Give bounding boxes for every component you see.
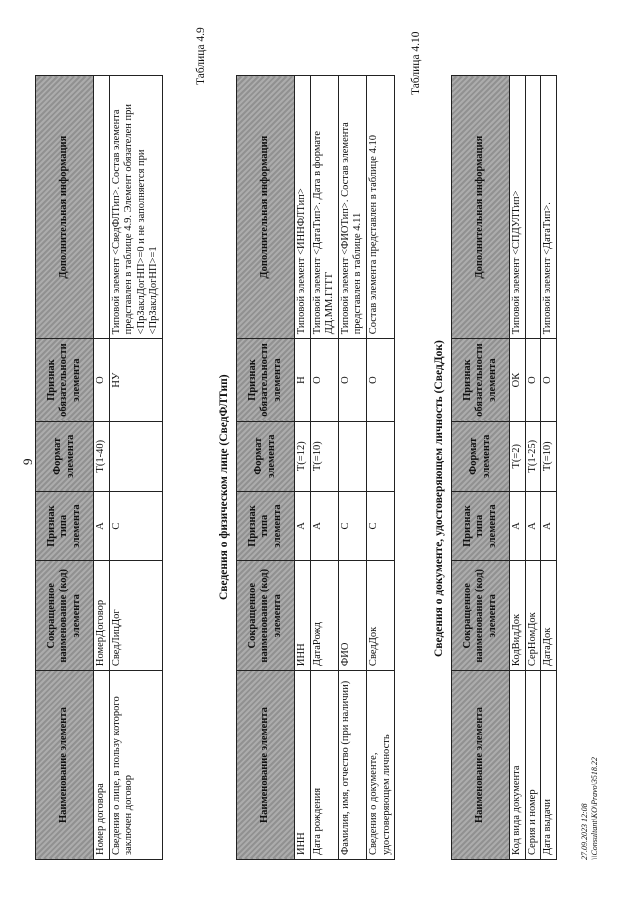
table-contract [35,75,163,860]
table-cell: СерНомДок [525,561,541,671]
header-name: Наименование элемента [36,671,94,860]
header-format: Формат элемента [36,421,94,491]
table-caption-4-9: Сведения о физическом лице (СведФЛТип) [218,374,230,600]
table-row [541,76,557,860]
table-cell: КодВидДок [510,561,526,671]
table-cell [94,76,110,339]
table-cell: Сведения о лице, в пользу которого заключен договор [109,671,162,860]
table-caption-4-10: Сведения о документе, удостоверяющем личность (СведДок) [433,340,445,657]
table-row [310,76,338,860]
table-number-4-9: Таблица 4.9 [195,27,207,85]
page-number: 9 [20,458,35,465]
table-cell [366,421,394,491]
table-cell: А [525,491,541,561]
table-cell: Т(1-25) [525,421,541,491]
header-info: Дополнительная информация [452,76,510,339]
table-row [338,76,366,860]
table-cell: Т(=10) [310,421,338,491]
table-cell: Типовой элемент <ИННФЛТип> [295,76,311,339]
table-cell: Т(1-40) [94,421,110,491]
table-cell: ДатаРожд [310,561,338,671]
table-cell: ДатаДок [541,561,557,671]
footer-timestamp: 27.09.2023 12:08 [580,803,589,860]
footer-stamp [580,757,599,860]
header-code: Сокращенное наименование (код) элемента [36,561,94,671]
table-cell: ИНН [295,561,311,671]
table-cell: Номер договора [94,671,110,860]
table-cell: СведЛицДог [109,561,162,671]
table-cell: ИНН [295,671,311,860]
table-cell: ФИО [338,561,366,671]
header-required: Признак обязательности элемента [36,339,94,422]
header-code: Сокращенное наименование (код) элемента [237,561,295,671]
table-cell: ОК [510,339,526,422]
table-cell: Серия и номер [525,671,541,860]
table-cell: А [310,491,338,561]
table-row [525,76,541,860]
table-cell: О [310,339,338,422]
table-cell: А [510,491,526,561]
header-code: Сокращенное наименование (код) элемента [452,561,510,671]
table-cell: О [525,339,541,422]
table-number-4-10: Таблица 4.10 [410,31,422,95]
header-type: Признак типа элемента [36,491,94,561]
table-cell [338,421,366,491]
table-cell: О [541,339,557,422]
table-row [510,76,526,860]
table-cell: СведДок [366,561,394,671]
footer-path: \\Consultant\KO\Pravo\3518.22 [589,757,599,860]
table-cell: О [94,339,110,422]
table-cell: Типовой элемент <ФИОТип>. Состав элемента представлен в таблице 4.11 [338,76,366,339]
table-cell: НомерДоговор [94,561,110,671]
header-info: Дополнительная информация [36,76,94,339]
table-row [295,76,311,860]
table-cell: Типовой элемент <СведФЛТип>. Состав элемента представлен в таблице 4.9. Элемент обязателен при <ПрЗаклДогНП>=0 и не заполняется при <ПрЗаклДогНП>=1 [109,76,162,339]
header-required: Признак обязательности элемента [452,339,510,422]
table-cell: Типовой элемент <ДатаТип>. [541,76,557,339]
header-name: Наименование элемента [237,671,295,860]
table-identity-document [451,75,557,860]
header-info: Дополнительная информация [237,76,295,339]
header-type: Признак типа элемента [452,491,510,561]
table-cell: Т(=10) [541,421,557,491]
table-cell: А [295,491,311,561]
table-cell: С [366,491,394,561]
table-cell: Сведения о документе, удостоверяющем личность [366,671,394,860]
table-cell [525,76,541,339]
table-row [366,76,394,860]
table-cell: Т(=12) [295,421,311,491]
table-person-info [236,75,395,860]
table-cell: Типовой элемент <ДатаТип>. Дата в формате ДД.ММ.ГГГГ [310,76,338,339]
table-cell: С [109,491,162,561]
table-cell: Т(=2) [510,421,526,491]
table-cell: С [338,491,366,561]
table-row [94,76,110,860]
header-required: Признак обязательности элемента [237,339,295,422]
table-cell: А [94,491,110,561]
table-cell: Состав элемента представлен в таблице 4.10 [366,76,394,339]
table-cell: О [338,339,366,422]
table-cell: Дата рождения [310,671,338,860]
table-cell: НУ [109,339,162,422]
header-name: Наименование элемента [452,671,510,860]
table-cell [109,421,162,491]
header-type: Признак типа элемента [237,491,295,561]
table-cell: А [541,491,557,561]
table-cell: Типовой элемент <СПДУЛТип> [510,76,526,339]
table-cell: Фамилия, имя, отчество (при наличии) [338,671,366,860]
table-cell: Код вида документа [510,671,526,860]
header-format: Формат элемента [452,421,510,491]
table-cell: О [366,339,394,422]
header-format: Формат элемента [237,421,295,491]
table-cell: Н [295,339,311,422]
table-cell: Дата выдачи [541,671,557,860]
table-row [109,76,162,860]
